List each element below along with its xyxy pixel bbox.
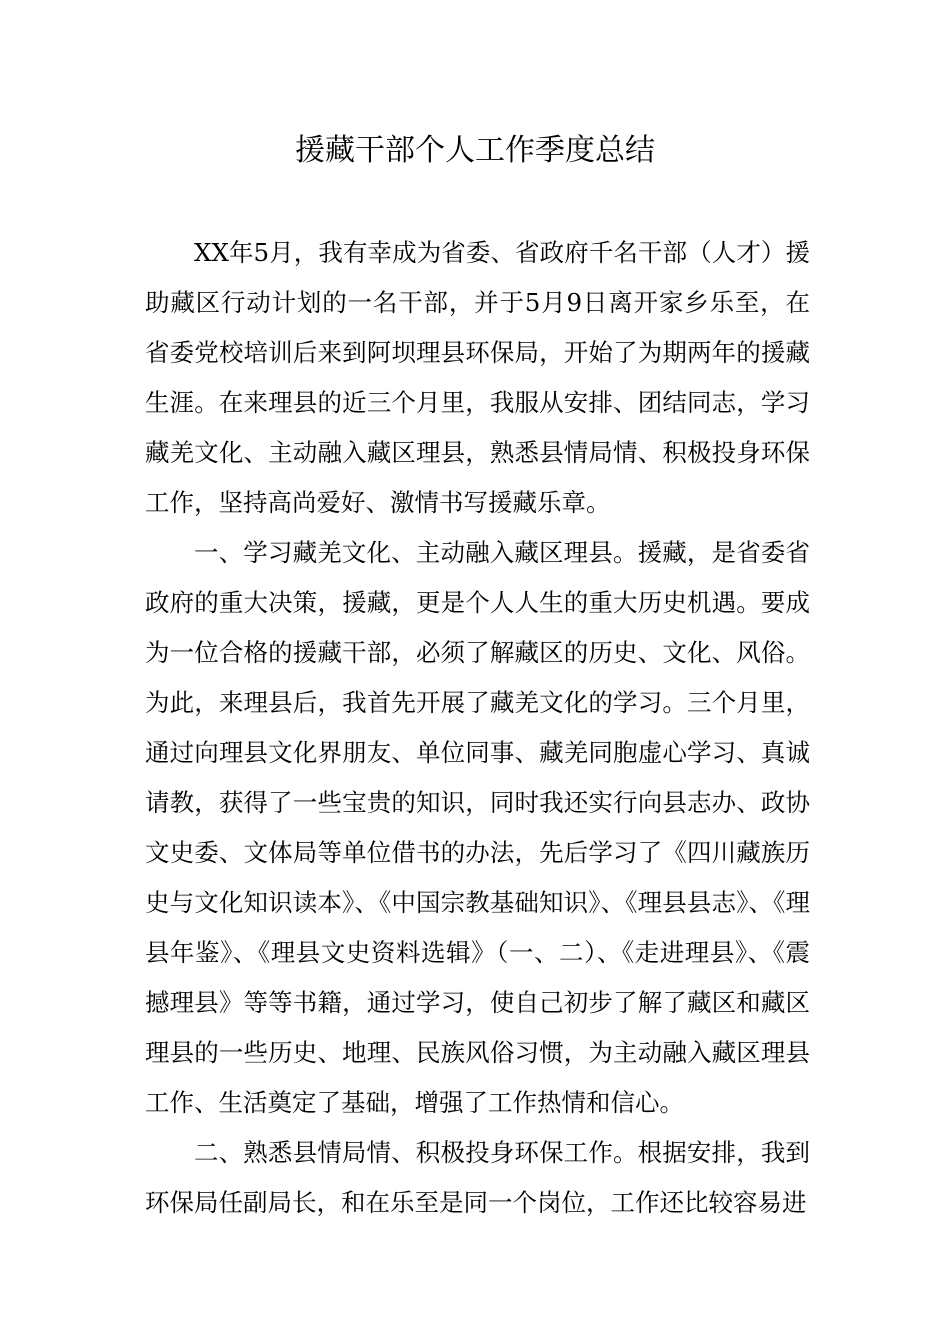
paragraph-section-2: 二、熟悉县情局情、积极投身环保工作。根据安排，我到环保局任副局长，和在乐至是同一个岗位，工作还比较容易进	[145, 1138, 810, 1217]
paragraph-section-1: 一、学习藏羌文化、主动融入藏区理县。援藏，是省委省政府的重大决策，援藏，更是个人人生的重大历史机遇。要成为一位合格的援藏干部，必须了解藏区的历史、文化、风俗。为此，来理县后，我首先开展了藏羌文化的学习。三个月里，通过向理县文化界朋友、单位同事、藏羌同胞虚心学习、真诚请教，获得了一些宝贵的知识，同时我还实行向县志办、政协文史委、文体局等单位借书的办法，先后学习了《四川藏族历史与文化知识读本》、《中国宗教基础知识》、《理县县志》、《理县年鉴》、《理县文史资料选辑》（一、二）、《走进理县》、《震撼理县》等等书籍，通过学习，使自己初步了解了藏区和藏区理县的一些历史、地理、民族风俗习惯，为主动融入藏区理县工作、生活奠定了基础，增强了工作热情和信心。	[145, 538, 810, 1117]
document-body	[145, 228, 810, 1228]
document-title: 援藏干部个人工作季度总结	[295, 133, 655, 168]
paragraph-intro: XX年5月，我有幸成为省委、省政府千名干部（人才）援助藏区行动计划的一名干部，并于5月9日离开家乡乐至，在省委党校培训后来到阿坝理县环保局，开始了为期两年的援藏生涯。在来理县的近三个月里，我服从安排、团结同志，学习藏羌文化、主动融入藏区理县，熟悉县情局情、积极投身环保工作，坚持高尚爱好、激情书写援藏乐章。	[145, 238, 810, 517]
